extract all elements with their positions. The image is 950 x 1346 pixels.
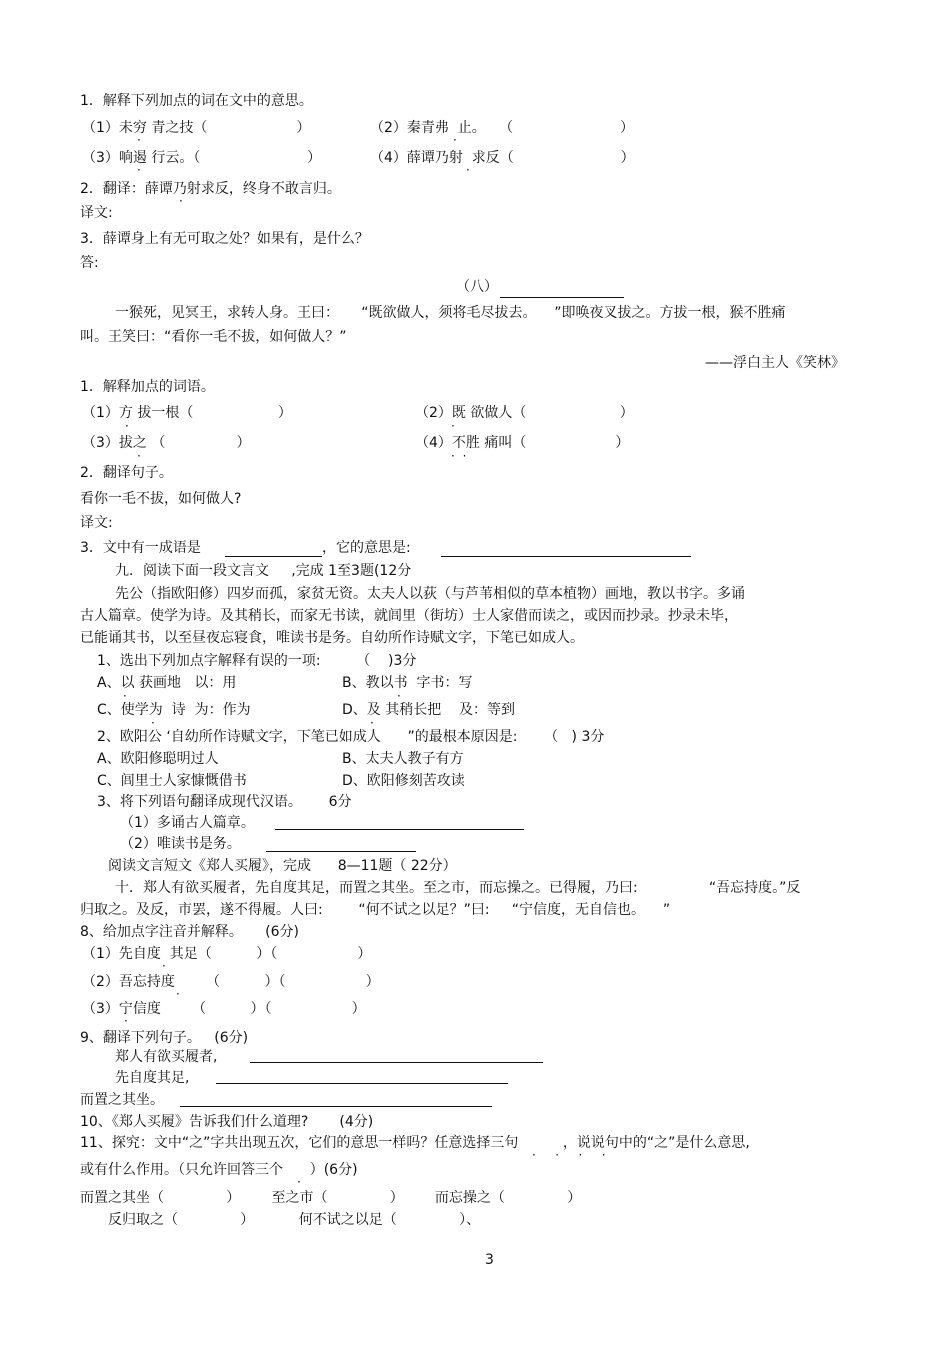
s9-passage-line2: 古人篇章。使学为诗。及其稍长，而家无书读，就闾里（街坊）士人家借而读之，或因而抄录。抄录未毕， bbox=[80, 608, 738, 624]
s9-q2-option-d: D、欧阳修刻苦攻读 bbox=[342, 773, 465, 789]
s9-q1: 1、选出下列加点字解释有误的一项: （ )3分 bbox=[97, 653, 417, 669]
translation-blank-line bbox=[250, 1062, 543, 1063]
s7-q2: 2．翻译：薛谭乃射求反，终身不敢言归。 bbox=[80, 181, 341, 197]
s10-q8-a: （1）先自度 其足（ ）（ ） bbox=[82, 946, 372, 962]
s10-passage-line2: 归取之。及反，市罢，遂不得履。人曰: “何不试之以足？”曰: “宁信度，无自信也。 ” bbox=[80, 902, 671, 918]
emphasis-dots: · bbox=[151, 716, 157, 730]
s7-q1-c: （3）响遏 行云。（ ） bbox=[82, 150, 322, 166]
s8-passage-line1: 一猴死，见冥王，求转人身。王曰： “既欲做人，须将毛尽拔去。 ”即唤夜叉拔之。方拔一根，猴不胜痛 bbox=[115, 305, 786, 321]
s7-q1-d: （4）薛谭乃射 求反（ ） bbox=[370, 150, 635, 166]
s7-q3-answer: 答: bbox=[80, 255, 99, 271]
s10-passage-line1: 十．郑人有欲买履者，先自度其足，而置之其坐。至之市，而忘操之。已得履，乃曰: “吾忘持度。”反 bbox=[115, 880, 801, 896]
s9-q2: 2、欧阳公 ‘自幼所作诗赋文字，下笔已如成人 ”的最根本原因是: （ ) 3分 bbox=[97, 729, 605, 745]
emphasis-dots: · bbox=[137, 449, 143, 463]
emphasis-dots: · bbox=[124, 1014, 130, 1028]
s9-passage-line3: 已能诵其书，以至昼夜忘寝食，唯读书是务。自幼所作诗赋文字，下笔已如成人。 bbox=[80, 630, 584, 646]
emphasis-dots: · bbox=[451, 419, 457, 433]
s10-q10: 10、《郑人买履》告诉我们什么道理? (4分) bbox=[80, 1114, 374, 1130]
translation-blank-line bbox=[180, 1106, 492, 1107]
s10-q11-options1: 而置之其坐（ ） 至之市（ ） 而忘操之（ ） bbox=[80, 1190, 582, 1206]
s9-q3-b: （2）唯读书是务。 bbox=[120, 836, 241, 852]
s8-q1: 1．解释加点的词语。 bbox=[80, 379, 215, 395]
emphasis-dots: · bbox=[125, 419, 131, 433]
s9-q2-option-c: C、闾里士人家慷慨借书 bbox=[97, 773, 247, 789]
s9-q2-option-b: B、太夫人教子有方 bbox=[342, 751, 464, 767]
s10-q11-line2: 或有什么作用。（只允许回答三个 ）(6分) bbox=[80, 1162, 358, 1178]
emphasis-dots: · bbox=[397, 689, 403, 703]
s9-passage-line1: 先公（指欧阳修）四岁而孤，家贫无资。太夫人以荻（与芦苇相似的草本植物）画地，教以书字。多诵 bbox=[115, 586, 745, 602]
s9-q1-option-c: C、使学为 诗 为：作为 bbox=[97, 702, 251, 718]
s10-intro: 阅读文言短文《郑人买履》，完成 8—11题（ 22分） bbox=[108, 858, 457, 874]
s9-q1-option-d: D、及 其稍长把 及：等到 bbox=[342, 702, 516, 718]
s10-q8-b: （2）吾忘持度 （ ）（ ） bbox=[82, 974, 380, 990]
emphasis-dots: · bbox=[137, 133, 143, 147]
s10-q9: 9、翻译下列句子。 (6分) bbox=[80, 1030, 249, 1046]
s8-q1-b: （2）既 欲做人（ ） bbox=[415, 405, 634, 421]
emphasis-dots: · bbox=[176, 987, 182, 1001]
s8-q1-c: （3）拔之 （ ） bbox=[82, 435, 251, 451]
translation-blank-line bbox=[266, 851, 416, 852]
s10-q9-b: 先自度其足, bbox=[115, 1070, 190, 1086]
s7-q1-a: （1）未穷 青之技（ ） bbox=[82, 120, 311, 136]
s10-q8: 8、给加点字注音并解释。 (6分) bbox=[80, 924, 299, 940]
emphasis-dots: · · · · bbox=[532, 1148, 608, 1162]
emphasis-dots: · · bbox=[451, 449, 469, 463]
s7-q1: 1．解释下列加点的词在文中的意思。 bbox=[80, 93, 313, 109]
translation-blank-line bbox=[216, 1083, 508, 1084]
s7-q1-b: （2）秦青弗 止。 （ ） bbox=[370, 120, 634, 136]
s10-q8-c: （3）宁信度 （ ）（ ） bbox=[82, 1001, 366, 1017]
s8-q2-sentence: 看你一毛不拔，如何做人? bbox=[80, 491, 242, 507]
emphasis-dots: · bbox=[179, 194, 185, 208]
s9-q1-option-a: A、以 获画地 以：用 bbox=[97, 675, 237, 691]
meaning-blank-line bbox=[441, 556, 691, 557]
s8-passage-line2: 叫。王笑曰：“看你一毛不拔，如何做人？” bbox=[80, 329, 347, 345]
emphasis-dots: · bbox=[137, 163, 143, 177]
s8-source: ——浮白主人《笑林》 bbox=[705, 355, 845, 371]
s8-q2: 2．翻译句子。 bbox=[80, 465, 173, 481]
s8-q1-a: （1）方 拔一根（ ） bbox=[82, 405, 292, 421]
s8-q3-meaning-label: ，它的意思是: bbox=[322, 540, 411, 556]
s7-q2-answer: 译文: bbox=[80, 205, 113, 221]
emphasis-dots: · bbox=[123, 689, 129, 703]
idiom-blank-line bbox=[225, 556, 322, 557]
translation-blank-line bbox=[275, 829, 524, 830]
emphasis-dots: · bbox=[370, 716, 376, 730]
s8-heading: （八） bbox=[456, 279, 498, 295]
s9-q3-a: （1）多诵古人篇章。 bbox=[120, 815, 255, 831]
page-number: 3 bbox=[485, 1252, 494, 1268]
s10-q11-options2: 反归取之（ ） 何不试之以足（ ）、 bbox=[108, 1212, 481, 1228]
s9-q1-option-b: B、教以书 字书：写 bbox=[342, 675, 473, 691]
s10-q9-c: 而置之其坐。 bbox=[80, 1092, 164, 1108]
s9-q2-option-a: A、欧阳修聪明过人 bbox=[97, 751, 219, 767]
emphasis-dots: · bbox=[297, 1175, 303, 1189]
s8-q2-answer: 译文: bbox=[80, 515, 113, 531]
s10-q9-a: 郑人有欲买履者, bbox=[115, 1049, 218, 1065]
s9-heading: 九．阅读下面一段文言文 ,完成 1至3题(12分 bbox=[115, 563, 412, 579]
emphasis-dots: · bbox=[466, 163, 472, 177]
s8-q3-prompt: 3．文中有一成语是 bbox=[80, 540, 201, 556]
s10-q11-line1: 11、探究：文中“之”字共出现五次，它们的意思一样吗？任意选择三句 ，说说句中的“之”是什么意思, bbox=[80, 1135, 750, 1151]
s8-q1-d: （4）不胜 痛叫（ ） bbox=[415, 435, 630, 451]
s7-q3: 3．薛谭身上有无可取之处？如果有，是什么？ bbox=[80, 231, 369, 247]
emphasis-dots: · bbox=[453, 133, 459, 147]
emphasis-dots: · bbox=[162, 959, 168, 973]
title-blank-line bbox=[500, 297, 624, 298]
s9-q3: 3、将下列语句翻译成现代汉语。 6分 bbox=[97, 794, 352, 810]
